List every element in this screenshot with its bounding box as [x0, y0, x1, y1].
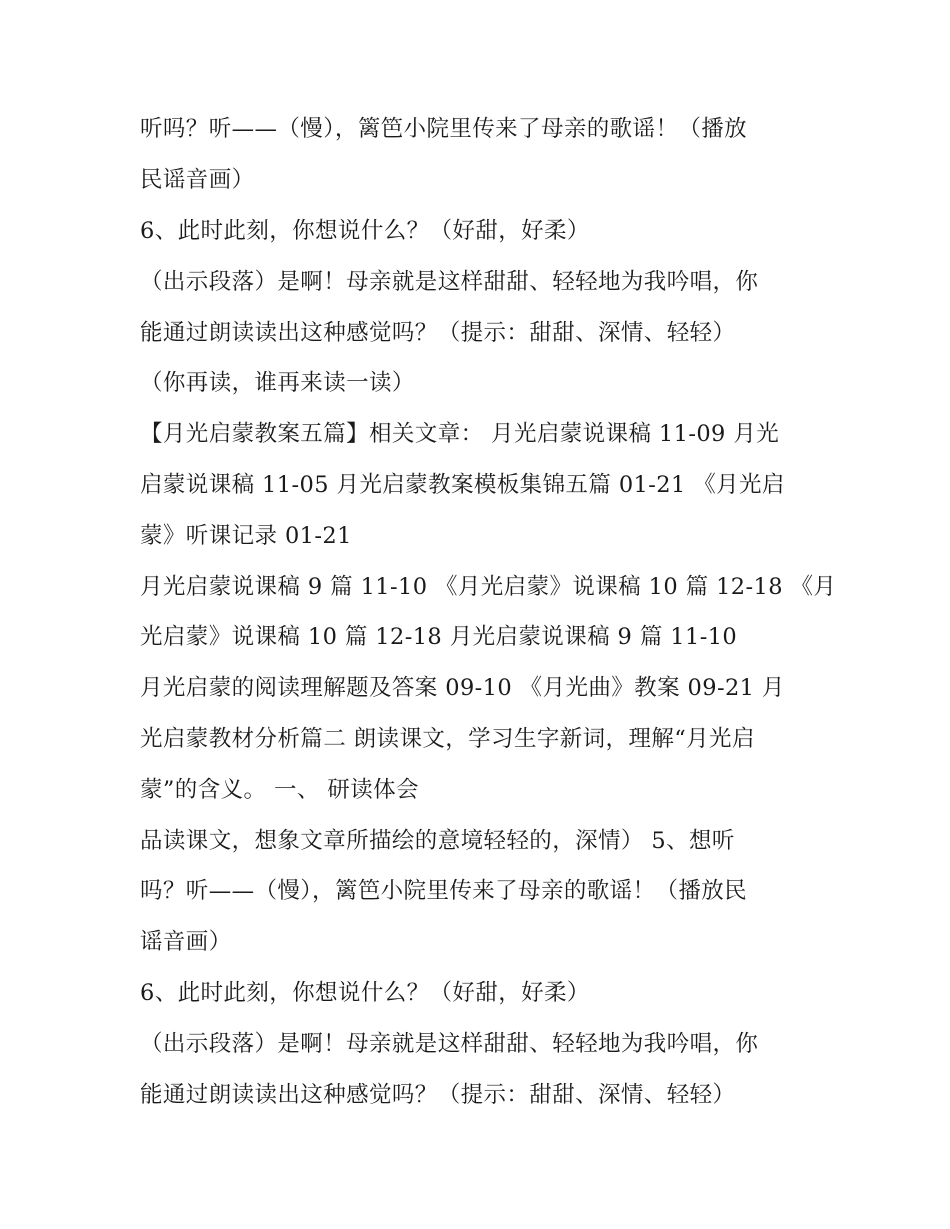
text-line: 能通过朗读读出这种感觉吗？（提示：甜甜、深情、轻轻） [140, 1082, 736, 1108]
text-line: 月光启蒙的阅读理解题及答案 09-10 《月光曲》教案 09-21 月 [140, 675, 785, 701]
text-line: 6、此时此刻，你想说什么？（好甜，好柔） [140, 218, 590, 244]
text-line: （你再读，谁再来读一读） [140, 370, 415, 396]
text-line: 光启蒙教材分析篇二 朗读课文，学习生字新词，理解“月光启 [140, 726, 755, 752]
text-line: 能通过朗读读出这种感觉吗？（提示：甜甜、深情、轻轻） [140, 320, 736, 346]
text-line: 品读课文，想象文章所描绘的意境轻轻的，深情） 5、想听 [140, 828, 735, 854]
text-line: （出示段落）是啊！母亲就是这样甜甜、轻轻地为我吟唱，你 [140, 1031, 759, 1057]
text-line: 民谣音画） [140, 167, 255, 193]
text-line: 月光启蒙说课稿 9 篇 11-10 《月光启蒙》说课稿 10 篇 12-18 《月 [140, 574, 837, 600]
text-line: 谣音画） [140, 929, 232, 955]
text-line: 听吗？听——（慢），篱笆小院里传来了母亲的歌谣！（播放 [140, 116, 748, 142]
text-line: 光启蒙》说课稿 10 篇 12-18 月光启蒙说课稿 9 篇 11-10 [140, 624, 738, 650]
text-line: 吗？听——（慢），篱笆小院里传来了母亲的歌谣！（播放民 [140, 878, 748, 904]
text-line: 【月光启蒙教案五篇】相关文章： 月光启蒙说课稿 11-09 月光 [140, 421, 780, 447]
text-line: 蒙”的含义。 一、 研读体会 [140, 777, 419, 803]
text-line: （出示段落）是啊！母亲就是这样甜甜、轻轻地为我吟唱，你 [140, 269, 759, 295]
text-line: 启蒙说课稿 11-05 月光启蒙教案模板集锦五篇 01-21 《月光启 [140, 472, 785, 498]
text-line: 6、此时此刻，你想说什么？（好甜，好柔） [140, 980, 590, 1006]
text-line: 蒙》听课记录 01-21 [140, 523, 352, 549]
